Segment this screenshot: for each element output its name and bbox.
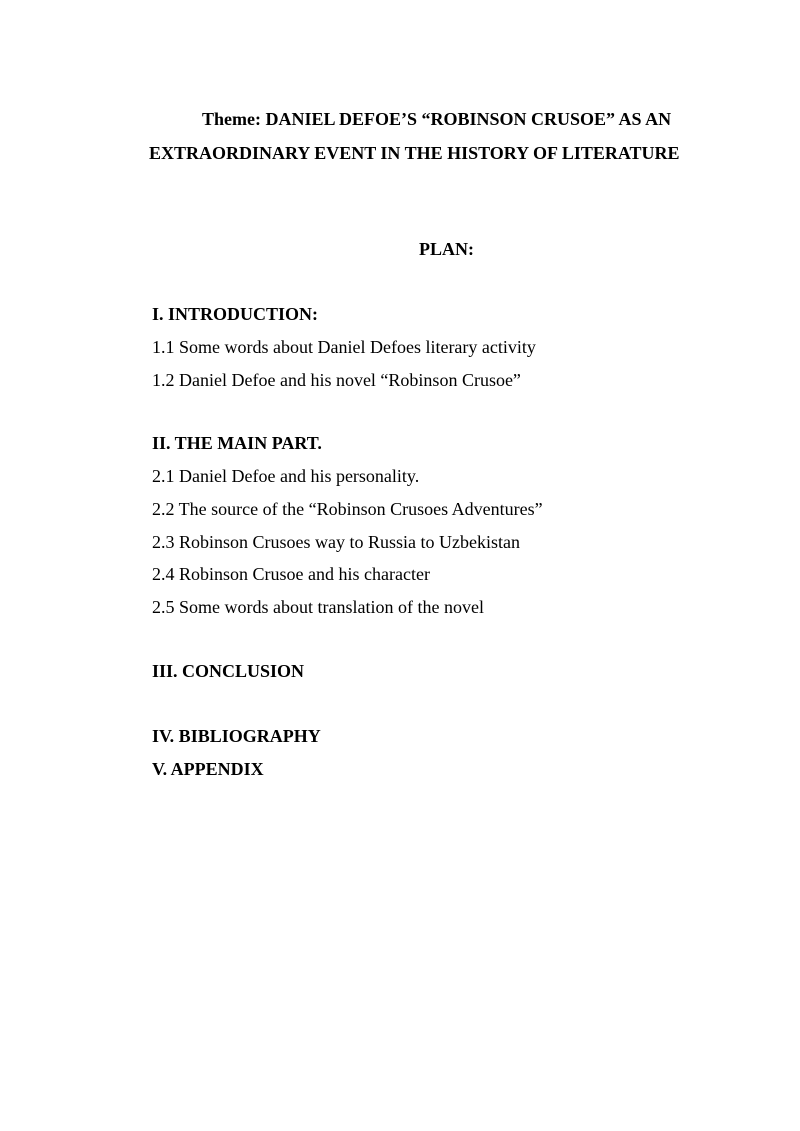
plan-item-2-1: 2.1 Daniel Defoe and his personality. bbox=[152, 466, 420, 486]
plan-item-1-2: 1.2 Daniel Defoe and his novel “Robinson Crusoe” bbox=[152, 370, 521, 390]
section-heading-introduction: I. INTRODUCTION: bbox=[152, 304, 319, 324]
plan-item-1-1: 1.1 Some words about Daniel Defoes literary activity bbox=[152, 337, 536, 357]
section-heading-conclusion: III. CONCLUSION bbox=[152, 661, 305, 681]
plan-heading: PLAN: bbox=[419, 239, 474, 259]
plan-item-2-5: 2.5 Some words about translation of the novel bbox=[152, 597, 484, 617]
plan-item-2-3: 2.3 Robinson Crusoes way to Russia to Uzbekistan bbox=[152, 532, 520, 552]
section-heading-appendix: V. APPENDIX bbox=[152, 759, 264, 779]
section-heading-bibliography: IV. BIBLIOGRAPHY bbox=[152, 726, 321, 746]
plan-item-2-4: 2.4 Robinson Crusoe and his character bbox=[152, 564, 430, 584]
document-title-line-1: Theme: DANIEL DEFOE’S “ROBINSON CRUSOE” AS AN bbox=[202, 109, 672, 129]
plan-item-2-2: 2.2 The source of the “Robinson Crusoes Adventures” bbox=[152, 499, 543, 519]
document-title-line-2: EXTRAORDINARY EVENT IN THE HISTORY OF LITERATURE bbox=[149, 143, 680, 163]
section-heading-main-part: II. THE MAIN PART. bbox=[152, 433, 322, 453]
